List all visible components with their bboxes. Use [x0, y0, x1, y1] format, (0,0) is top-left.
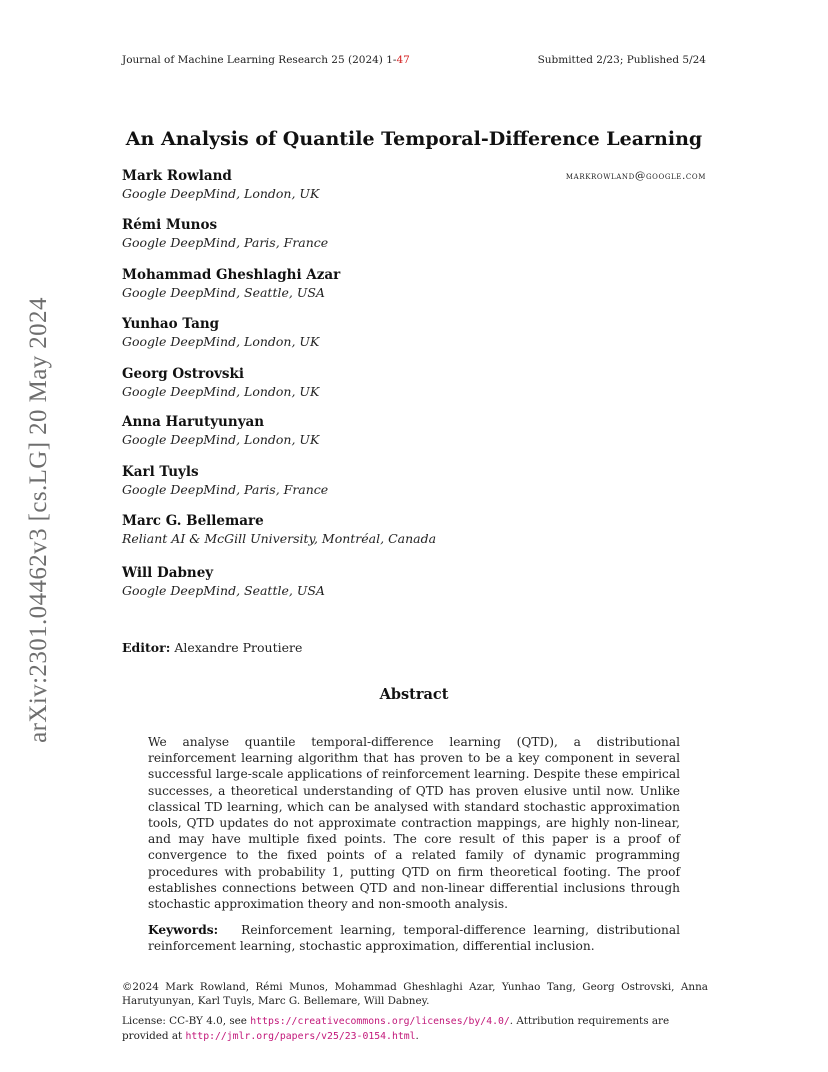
running-head-dates: Submitted 2/23; Published 5/24 [537, 54, 706, 66]
license-notice [122, 1014, 708, 1044]
license-middle: . Attribution requirements are provided at [122, 1015, 670, 1042]
author-name: Yunhao Tang [122, 316, 220, 332]
journal-citation: Journal of Machine Learning Research 25 (2024) 1- [122, 54, 397, 66]
author-affiliation: Google DeepMind, London, UK [122, 186, 320, 201]
paper-title: An Analysis of Quantile Temporal-Difference Learning [125, 128, 703, 150]
author-name: Mohammad Gheshlaghi Azar [122, 267, 341, 283]
editor-name: Alexandre Proutiere [174, 640, 303, 655]
author-name: Anna Harutyunyan [122, 414, 265, 430]
keywords-line [148, 922, 680, 954]
editor-label: Editor: [122, 640, 171, 655]
author-affiliation: Google DeepMind, Paris, France [122, 482, 329, 497]
license-suffix: . [415, 1030, 419, 1042]
author-block [122, 512, 712, 547]
author-block [122, 365, 712, 400]
author-affiliation: Reliant AI & McGill University, Montréal, Canada [122, 531, 437, 546]
license-url-link[interactable]: https://creativecommons.org/licenses/by/4.0/ [250, 1016, 510, 1027]
author-affiliation: Google DeepMind, Seattle, USA [122, 285, 325, 300]
copyright-notice: ©2024 Mark Rowland, Rémi Munos, Mohammad Gheshlaghi Azar, Yunhao Tang, Georg Ostrovski, Anna Harutyunyan, Karl Tuyls, Marc G. Bellemare, Will Dabney. [122, 981, 708, 1007]
running-head-journal [122, 54, 410, 66]
author-block [122, 315, 712, 350]
author-email[interactable]: markrowland@google.com [565, 170, 706, 182]
license-prefix: License: CC-BY 4.0, see [122, 1015, 251, 1027]
author-affiliation: Google DeepMind, London, UK [122, 384, 320, 399]
author-name: Karl Tuyls [122, 464, 199, 480]
author-block [122, 413, 712, 448]
paper-url-link[interactable]: http://jmlr.org/papers/v25/23-0154.html [185, 1031, 416, 1042]
author-block [122, 266, 712, 301]
abstract-heading: Abstract [379, 686, 449, 703]
keywords-label: Keywords: [148, 923, 219, 937]
abstract-text: We analyse quantile temporal-difference learning (QTD), a distributional reinforcement learning algorithm that has proven to be a key component in several successful large-scale applications of reinforcement learning. Despite these empirical successes, a theoretical understanding of QTD has proven elusive until now. Unlike classical TD learning, which can be analysed with standard stochastic approximation tools, QTD updates do not approximate contraction mappings, are highly non-linear, and may have multiple fixed points. The core result of this paper is a proof of convergence to the fixed points of a related family of dynamic programming procedures with probability 1, putting QTD on firm theoretical footing. The proof establishes connections between QTD and non-linear differential inclusions through stochastic approximation theory and non-smooth analysis. [148, 735, 680, 912]
author-affiliation: Google DeepMind, Paris, France [122, 235, 329, 250]
author-block [122, 564, 712, 599]
last-page-link[interactable]: 47 [396, 54, 410, 66]
author-affiliation: Google DeepMind, Seattle, USA [122, 583, 325, 598]
editor-line [122, 640, 302, 655]
author-name: Mark Rowland [122, 168, 232, 184]
author-affiliation: Google DeepMind, London, UK [122, 334, 320, 349]
author-name: Will Dabney [122, 565, 214, 581]
author-name: Rémi Munos [122, 217, 218, 233]
keywords-text: Reinforcement learning, temporal-difference learning, distributional reinforcement learning, stochastic approximation, differential inclusion. [148, 923, 680, 954]
author-block [122, 463, 712, 498]
arxiv-id: arXiv:2301.04462v3 [cs.LG] 20 May 2024 [25, 297, 53, 743]
author-affiliation: Google DeepMind, London, UK [122, 432, 320, 447]
author-block [122, 216, 712, 251]
author-name: Georg Ostrovski [122, 366, 245, 382]
author-name: Marc G. Bellemare [122, 513, 264, 529]
